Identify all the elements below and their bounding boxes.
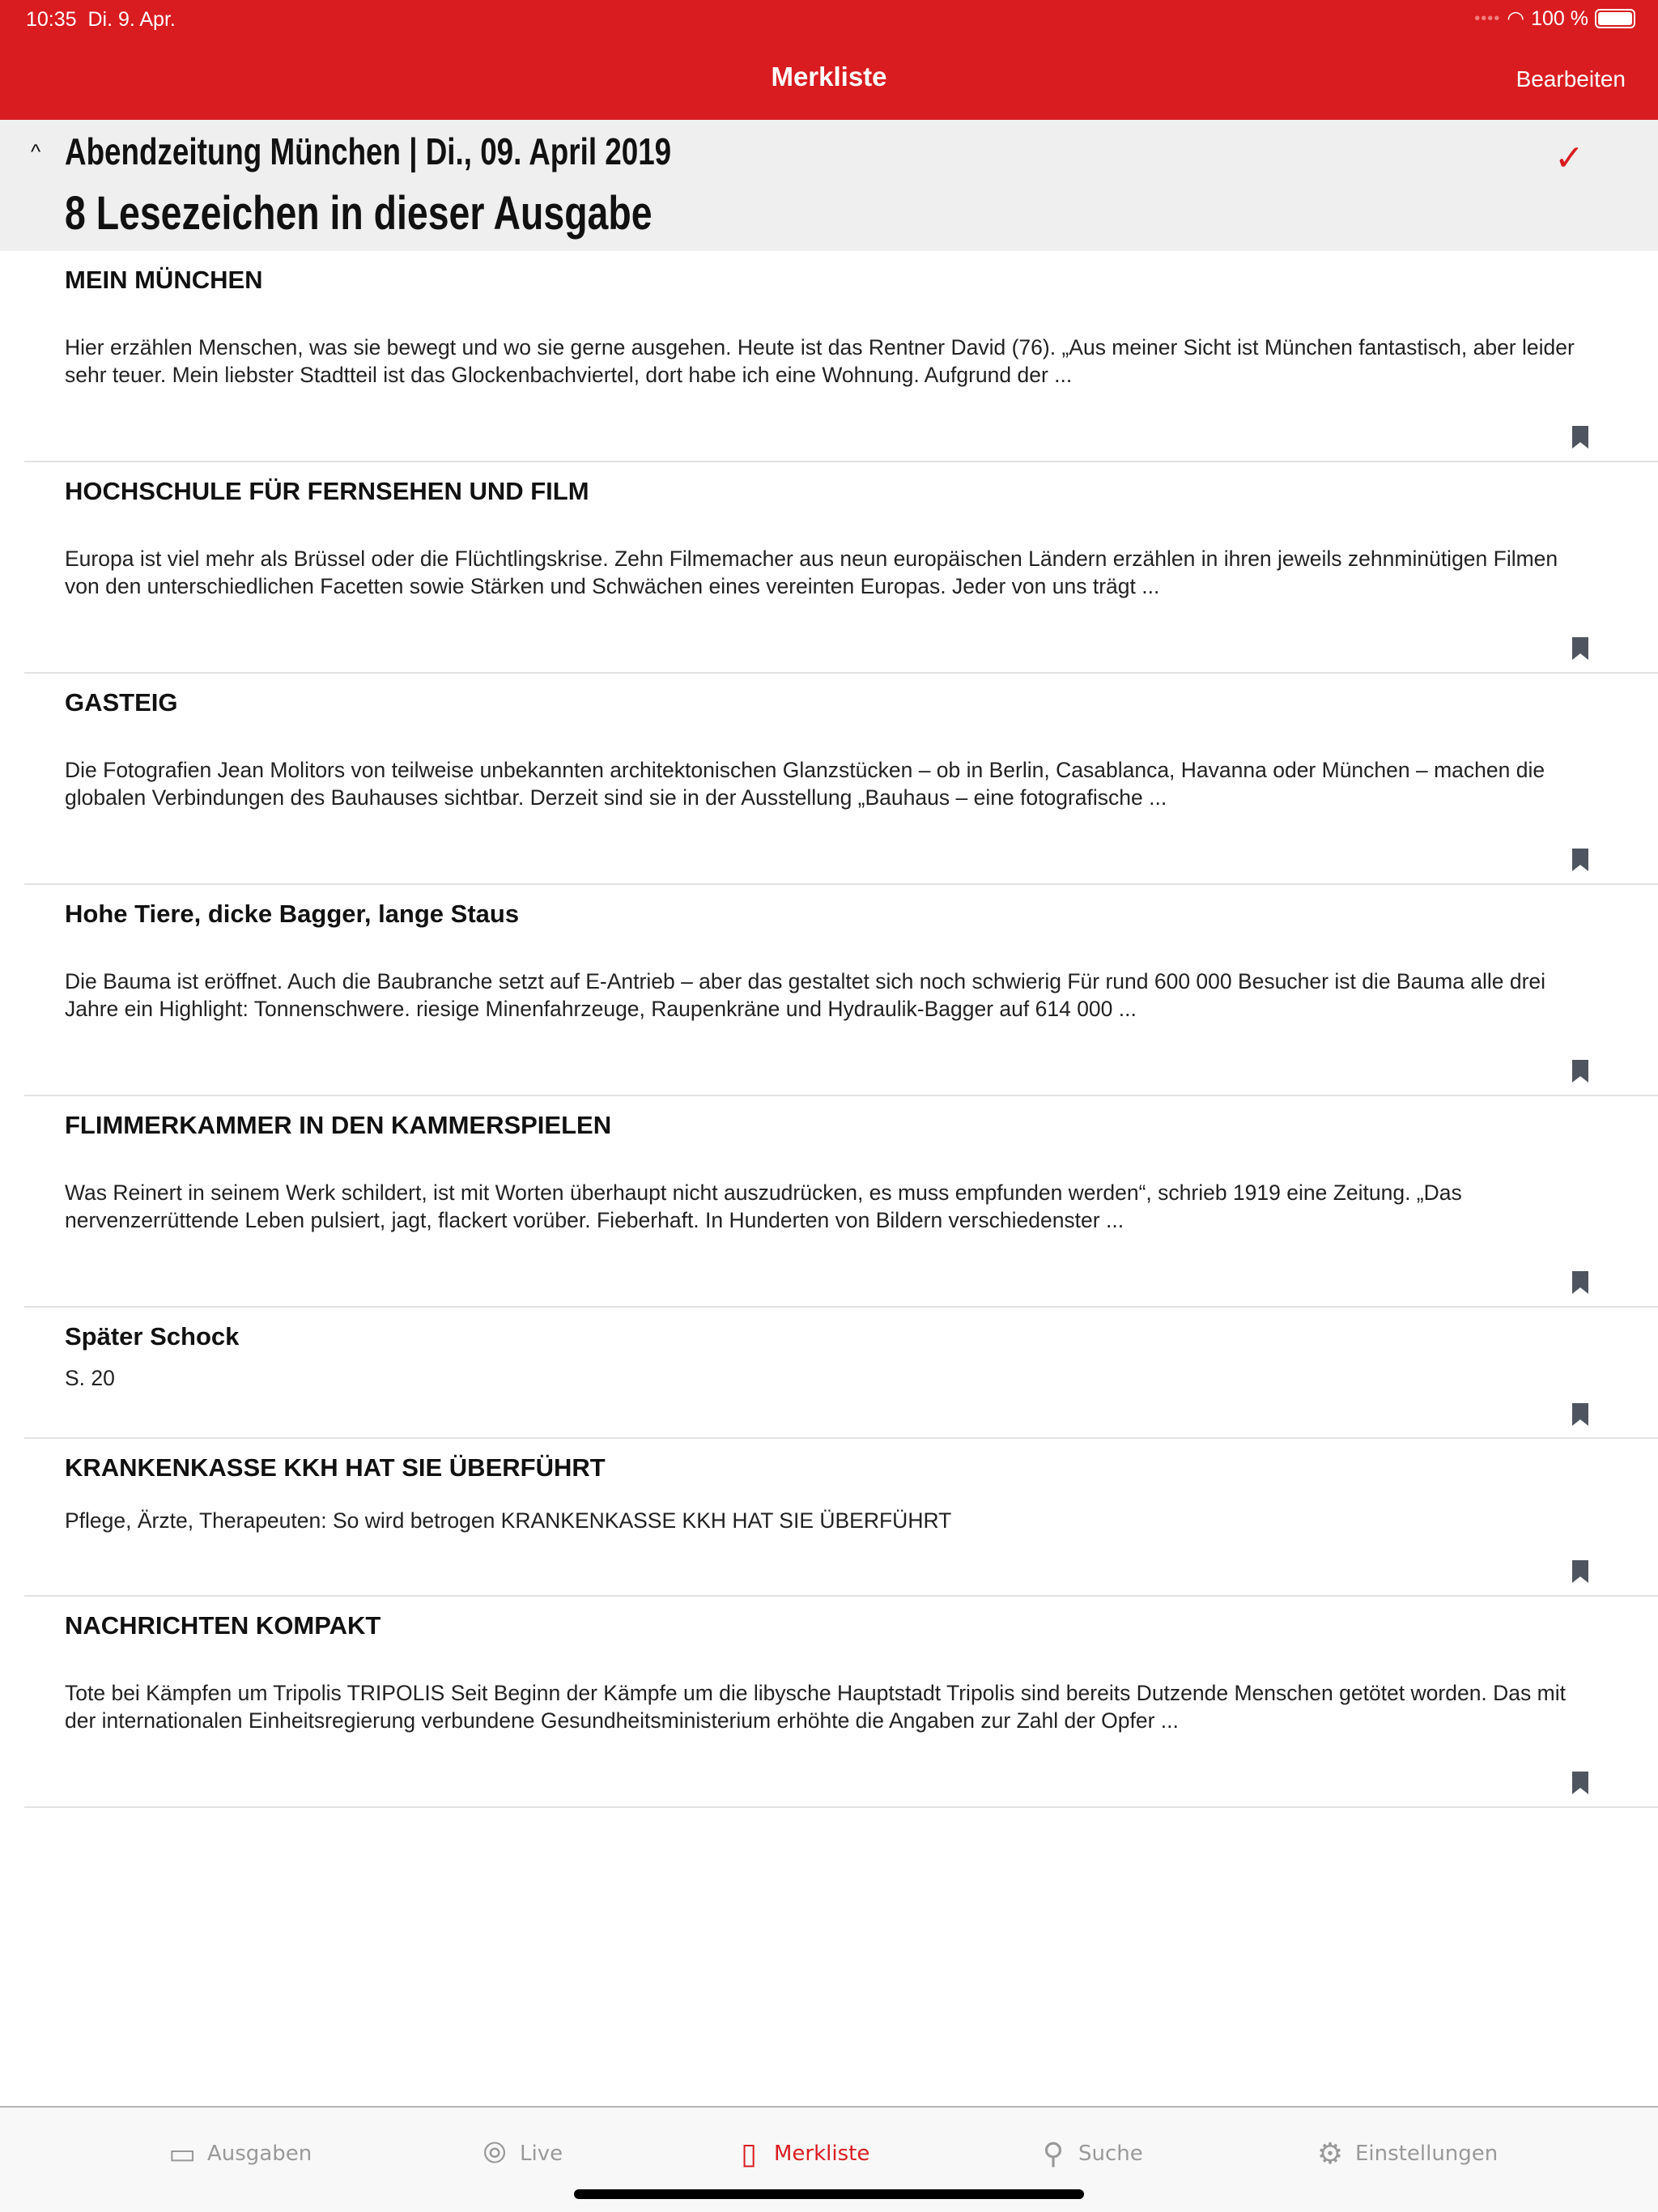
battery-icon bbox=[1595, 9, 1635, 28]
item-title: Später Schock bbox=[65, 1322, 240, 1351]
item-title: NACHRICHTEN KOMPAKT bbox=[65, 1611, 381, 1640]
gear-icon: ⚙ bbox=[1316, 2137, 1344, 2171]
item-body: Die Fotografien Jean Molitors von teilweise unbekannten architektonischen Glanzstücken – ob in Berlin, Casablanca, Havanna oder München – machen die globalen Verbindungen des Bauhauses sichtbar. Derzeit sind sie in der Ausstellung „Bauhaus – eine fotografische ... bbox=[65, 758, 1545, 810]
tab-einstellungen[interactable] bbox=[1313, 2137, 1498, 2171]
bookmark-icon[interactable] bbox=[1572, 426, 1588, 449]
bookmark-icon[interactable] bbox=[1572, 1560, 1588, 1583]
list-item[interactable] bbox=[24, 674, 1658, 885]
checkmark-icon[interactable]: ✓ bbox=[1554, 138, 1584, 178]
tab-label: Ausgaben bbox=[207, 2142, 312, 2166]
bookmark-icon[interactable] bbox=[1572, 1772, 1588, 1794]
tab-suche[interactable] bbox=[1036, 2137, 1143, 2171]
time: 10:35 bbox=[26, 8, 77, 31]
bookmark-icon[interactable] bbox=[1572, 1060, 1588, 1083]
list-item[interactable] bbox=[24, 1439, 1658, 1597]
status-right bbox=[1474, 6, 1635, 31]
item-body: Die Bauma ist eröffnet. Auch die Baubranche setzt auf E-Antrieb – aber das gestaltet sich noch schwierig Für rund 600 000 Besucher ist die Bauma alle drei Jahre ein Highlight: Tonnenschwere. riesige Minenfahrzeuge, Raupenkräne und Hydraulik-Bagger auf 614 000 ... bbox=[65, 969, 1546, 1021]
home-indicator[interactable] bbox=[574, 2189, 1084, 2199]
list-item[interactable] bbox=[24, 251, 1658, 462]
list-item[interactable] bbox=[24, 1308, 1658, 1439]
item-title: KRANKENKASSE KKH HAT SIE ÜBERFÜHRT bbox=[65, 1453, 606, 1482]
bookmark-icon[interactable] bbox=[1572, 637, 1588, 660]
wifi-icon: ◠ bbox=[1507, 7, 1525, 30]
bookmark-list bbox=[0, 251, 1658, 1808]
item-title: HOCHSCHULE FÜR FERNSEHEN UND FILM bbox=[65, 477, 589, 505]
item-body: Was Reinert in seinem Werk schildert, ist mit Worten überhaupt nicht auszudrücken, es muss empfunden werden“, schrieb 1919 eine Zeitung. „Das nervenzerrüttende Leben pulsiert, jagt, flackert vorüber. Fieberhaft. In Hunderten von Bildern verschiedenster ... bbox=[65, 1180, 1462, 1232]
item-title: FLIMMERKAMMER IN DEN KAMMERSPIELEN bbox=[65, 1111, 612, 1139]
tab-label: Merkliste bbox=[774, 2142, 870, 2166]
item-body: Europa ist viel mehr als Brüssel oder die Flüchtlingskrise. Zehn Filmemacher aus neun europäischen Ländern erzählen in ihren jeweils zehnminütigen Filmen von den unterschiedlichen Facetten sowie Stärken und Schwächen eines vereinten Europas. Jeder von uns trägt ... bbox=[65, 547, 1558, 598]
list-item[interactable] bbox=[24, 1597, 1658, 1808]
bookmark-count: 8 Lesezeichen in dieser Ausgabe bbox=[65, 187, 653, 240]
date: Di. 9. Apr. bbox=[87, 8, 176, 31]
item-body: S. 20 bbox=[65, 1366, 115, 1390]
chevron-up-icon[interactable]: ^ bbox=[31, 139, 41, 164]
bookmark-icon[interactable] bbox=[1572, 1403, 1588, 1426]
item-title: Hohe Tiere, dicke Bagger, lange Staus bbox=[65, 900, 520, 928]
edit-button[interactable]: Bearbeiten bbox=[1516, 66, 1626, 91]
tab-label: Live bbox=[520, 2142, 563, 2166]
broadcast-icon: ⦾ bbox=[483, 2137, 507, 2170]
item-title: GASTEIG bbox=[65, 688, 178, 717]
tab-ausgaben[interactable] bbox=[165, 2137, 312, 2171]
item-body: Pflege, Ärzte, Therapeuten: So wird betrogen KRANKENKASSE KKH HAT SIE ÜBERFÜHRT bbox=[65, 1508, 952, 1533]
signal-icon: •••• bbox=[1474, 9, 1501, 28]
item-body: Tote bei Kämpfen um Tripolis TRIPOLIS Seit Beginn der Kämpfe um die libysche Hauptstadt Tripolis sind bereits Dutzende Menschen getötet worden. Das mit der internationalen Einheitsregierung verbundene Gesundheitsministerium erhöhte die Angaben zur Zahl der Opfer ... bbox=[65, 1681, 1566, 1733]
book-bookmark-icon: ▯ bbox=[741, 2137, 757, 2171]
list-item[interactable] bbox=[24, 462, 1658, 674]
item-title: MEIN MÜNCHEN bbox=[65, 266, 263, 294]
battery-text: 100 % bbox=[1531, 6, 1588, 30]
tab-live[interactable] bbox=[478, 2137, 563, 2171]
list-item[interactable] bbox=[24, 885, 1658, 1096]
top-bar bbox=[0, 0, 1658, 120]
item-body: Hier erzählen Menschen, was sie bewegt und wo sie gerne ausgehen. Heute ist das Rentner David (76). „Aus meiner Sicht ist München fantastisch, aber leider sehr teuer. Mein liebster Stadtteil ist das Glockenbachviertel, dort habe ich eine Wohnung. Aufgrund der ... bbox=[65, 335, 1575, 387]
edition-title: Abendzeitung München | Di., 09. April 2019 bbox=[65, 130, 672, 172]
tab-label: Einstellungen bbox=[1355, 2142, 1499, 2166]
bookmark-icon[interactable] bbox=[1572, 1271, 1588, 1294]
list-item[interactable] bbox=[24, 1096, 1658, 1308]
search-icon: ⚲ bbox=[1042, 2137, 1065, 2171]
bookmark-icon[interactable] bbox=[1572, 849, 1588, 871]
status-time bbox=[26, 8, 176, 32]
page-title: Merkliste bbox=[771, 62, 887, 91]
newspaper-stack-icon: ▭ bbox=[168, 2137, 196, 2171]
tab-merkliste[interactable] bbox=[732, 2137, 869, 2171]
tab-label: Suche bbox=[1078, 2142, 1143, 2166]
